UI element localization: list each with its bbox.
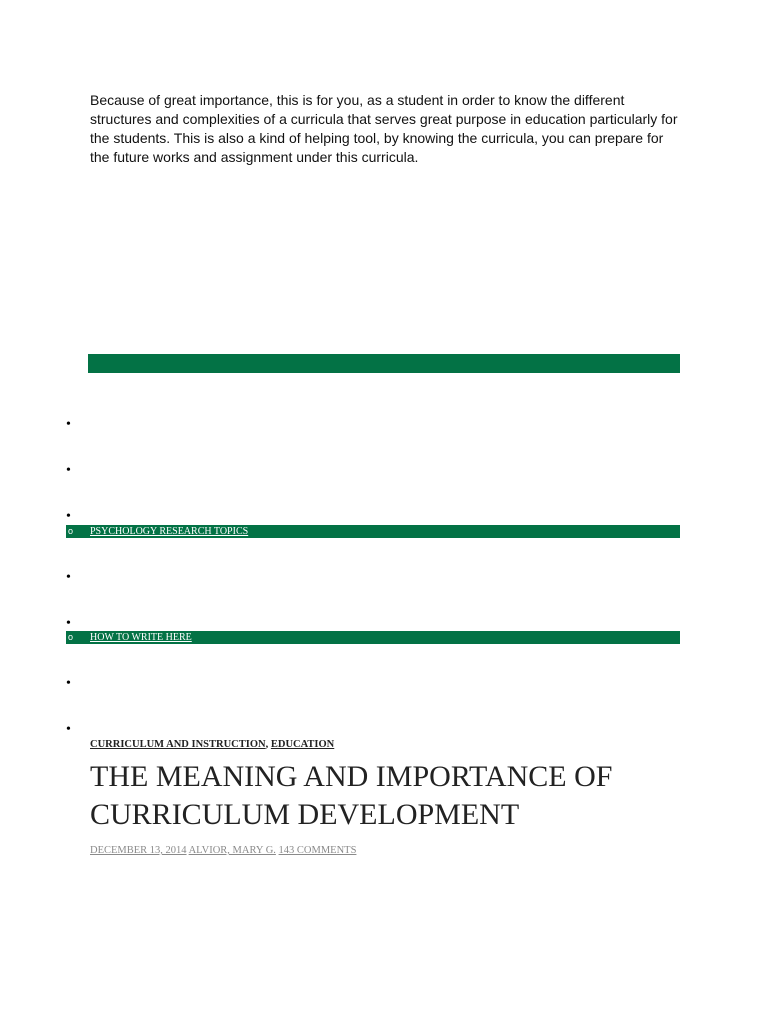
post-categories [90, 738, 334, 751]
post-meta [90, 844, 356, 857]
intro-paragraph: Because of great importance, this is for you, as a student in order to know the different structures and complexities of a curricula that serves great purpose in education particularly for the students. This is also a kind of helping tool, by knowing the curricula, you can prepare for the future works and assignment under this curricula. [90, 92, 678, 165]
post-author-link[interactable]: ALVIOR, MARY G. [188, 845, 276, 856]
category-link-education[interactable]: EDUCATION [270, 739, 335, 750]
submenu-link-psychology-research-topics[interactable]: PSYCHOLOGY RESEARCH TOPICS [90, 526, 249, 537]
submenu-marker: o [68, 632, 74, 642]
menu-bullet: • [66, 570, 71, 585]
menu-bullet: • [66, 676, 71, 691]
menu-bullet: • [66, 463, 71, 478]
submenu-item-how-to-write-here[interactable] [66, 631, 680, 644]
post-date-link[interactable]: DECEMBER 13, 2014 [90, 845, 187, 856]
menu-bullet: • [66, 417, 71, 432]
category-separator: , [265, 739, 271, 750]
post-comments-link[interactable]: 143 COMMENTS [278, 845, 357, 856]
menu-bullet: • [66, 616, 71, 631]
submenu-marker: o [68, 526, 74, 536]
menu-bullet: • [66, 722, 71, 737]
submenu-item-psychology-research-topics[interactable] [66, 525, 680, 538]
submenu-link-how-to-write-here[interactable]: HOW TO WRITE HERE [90, 632, 192, 643]
menu-bullet: • [66, 509, 71, 524]
category-link-curriculum-and-instruction[interactable]: CURRICULUM AND INSTRUCTION [90, 739, 266, 750]
post-title: THE MEANING AND IMPORTANCE OF CURRICULUM DEVELOPMENT [90, 760, 613, 831]
navigation-bar [88, 354, 680, 373]
